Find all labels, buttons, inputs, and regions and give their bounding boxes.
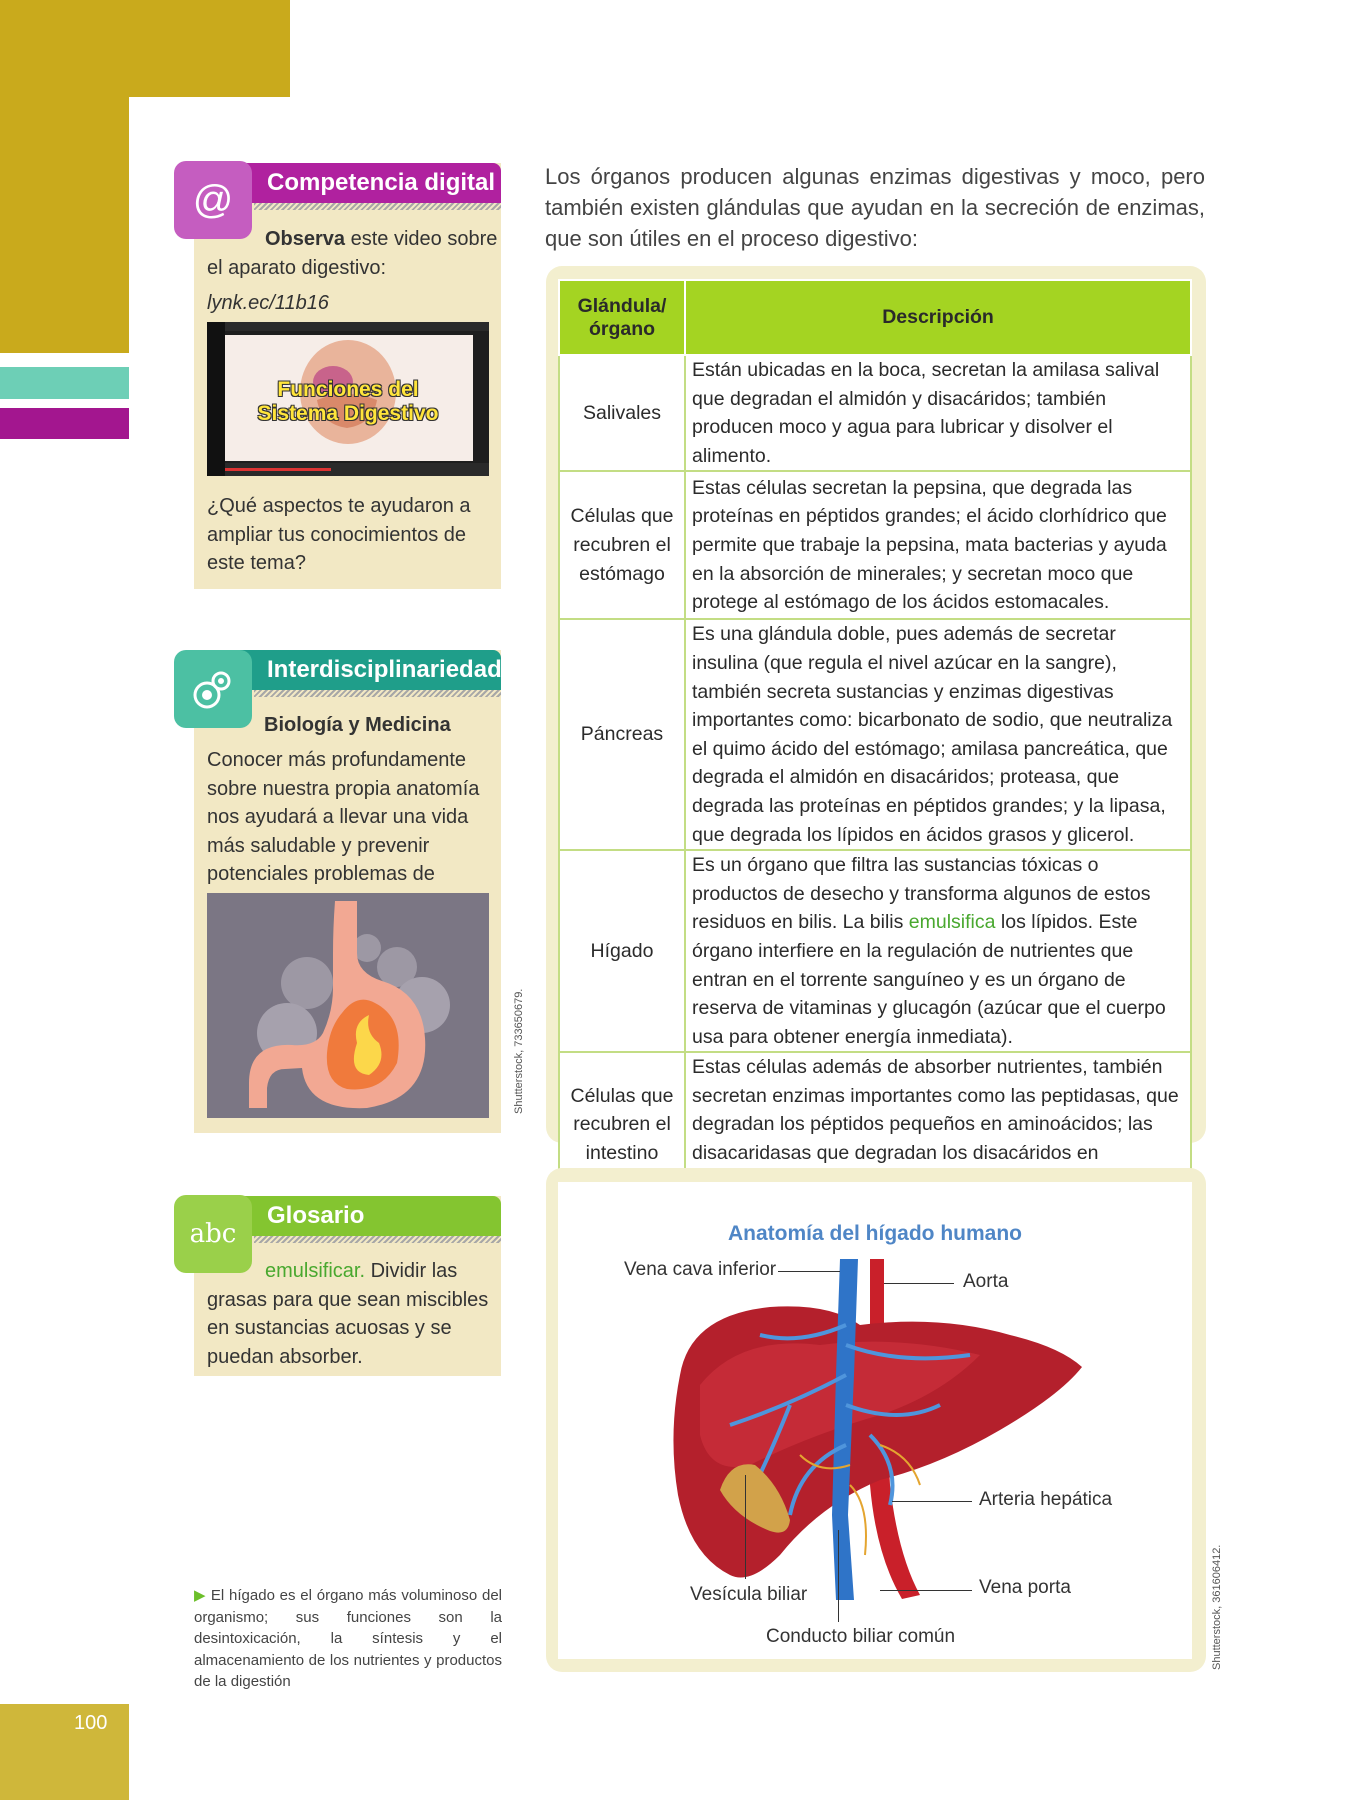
glosario-term: emulsificar.: [265, 1260, 366, 1282]
organ-cell: Células que recubren el intestino: [559, 1052, 685, 1226]
gold-side-band: [0, 97, 129, 353]
leader-line: [880, 1590, 972, 1591]
target-icon: [174, 650, 252, 728]
interdisciplinariedad-text: Conocer más profundamente sobre nuestra propia anatomía nos ayudará a llevar una vida más saludable y prevenir potenciales problemas de: [207, 749, 480, 885]
caption-arrow-icon: ▶: [194, 1587, 207, 1604]
figure-caption: ▶ El hígado es el órgano más voluminoso del organismo; sus funciones son la desintoxicación, la síntesis y el almacenamiento de los nutrientes y productos de la digestión: [194, 1587, 502, 1690]
observe-word: Observa: [265, 228, 346, 250]
header-description: Descripción: [685, 280, 1191, 355]
glosario-definition: emulsificar. Dividir las grasas para que sean miscibles en sustancias acuosas y se puedan absorber.: [207, 1260, 489, 1368]
interdisciplinariedad-subtitle: Biología y Medicina: [264, 714, 451, 736]
header-organ: Glándula/ órgano: [559, 280, 685, 355]
organ-cell: Salivales: [559, 355, 685, 471]
header-hatch: [254, 690, 501, 697]
leader-line: [778, 1271, 840, 1272]
label-vena-porta: Vena porta: [979, 1577, 1071, 1598]
leader-line: [745, 1475, 746, 1579]
leader-line: [884, 1283, 954, 1284]
label-conducto-biliar: Conducto biliar común: [766, 1626, 956, 1647]
abc-icon: abc: [174, 1195, 252, 1273]
video-thumbnail[interactable]: [207, 322, 489, 476]
at-icon: @: [174, 161, 252, 239]
interdisciplinariedad-title: Interdisciplinariedad: [267, 656, 502, 683]
leader-line: [838, 1530, 839, 1622]
intro-paragraph: Los órganos producen algunas enzimas digestivas y moco, pero también existen glándulas que ayudan en la secreción de enzimas, que son útiles en el proceso digestivo:: [545, 164, 1205, 251]
header-hatch: [254, 203, 501, 210]
label-vesicula-biliar: Vesícula biliar: [690, 1584, 808, 1605]
page-number: 100: [74, 1712, 108, 1734]
description-cell: Están ubicadas en la boca, secretan la amilasa salival que degradan el almidón y disacáridos; también producen moco y agua para lubricar y disolver el alimento.: [685, 355, 1191, 471]
table-header-row: [559, 280, 1191, 355]
label-aorta: Aorta: [963, 1271, 1009, 1292]
emulsifica-term: emulsifica: [908, 911, 996, 934]
liver-credit: Shutterstock, 361606412.: [1211, 1544, 1223, 1670]
stomach-credit: Shutterstock, 733650679.: [513, 988, 525, 1114]
teal-side-band: [0, 367, 129, 399]
table-row: [559, 850, 1191, 1052]
competencia-digital-title: Competencia digital: [267, 169, 496, 196]
organ-cell: Hígado: [559, 850, 685, 1052]
description-cell: Estas células además de absorber nutrientes, también secretan enzimas importantes como las peptidasas, que degradan los péptidos pequeños en aminoácidos; las disacaridasas que degradan los disacáridos en: [685, 1052, 1191, 1226]
organ-cell: Páncreas: [559, 619, 685, 850]
label-arteria-hepatica: Arteria hepática: [979, 1489, 1113, 1510]
video-title-line1: Funciones del: [277, 378, 419, 401]
magenta-side-band: [0, 408, 129, 439]
table-row: [559, 619, 1191, 850]
description-cell: Es un órgano que filtra las sustancias tóxicas o productos de desecho y transforma algunos de estos residuos en bilis. La bilis emulsifica los lípidos. Este órgano interfiere en la regulación de nutrientes que entran en el torrente sanguíneo y es un órgano de reserva de vitaminas y glucagón (azúcar que el cuerpo usa para obtener energía inmediata).: [685, 850, 1191, 1052]
competencia-question: ¿Qué aspectos te ayudaron a ampliar tus conocimientos de este tema?: [207, 495, 471, 574]
table-row: [559, 355, 1191, 471]
leader-line: [892, 1501, 972, 1502]
description-cell: Es una glándula doble, pues además de secretar insulina (que regula el nivel azúcar en la sangre), también secreta sustancias y enzimas digestivas importantes como: bicarbonato de sodio, que neutraliza el quimo ácido del estómago; amilasa pancreática, que degrada el almidón en disacáridos; proteasa, que degrada las proteínas en péptidos grandes; y la lipasa, que degrada los lípidos en ácidos grasos y glicerol.: [685, 619, 1191, 850]
enzymes-table: [558, 279, 1192, 1227]
header-hatch: [254, 1236, 501, 1243]
label-vena-cava: Vena cava inferior: [624, 1259, 777, 1280]
liver-illustration: [640, 1255, 1090, 1605]
video-title-line2: Sistema Digestivo: [257, 402, 439, 425]
stomach-illustration: [207, 893, 489, 1118]
video-link[interactable]: lynk.ec/11b16: [207, 292, 329, 314]
table-row: [559, 471, 1191, 619]
competencia-intro: Observa este video sobre el aparato digestivo:: [207, 228, 498, 279]
organ-cell: Células que recubren el estómago: [559, 471, 685, 619]
glosario-title: Glosario: [267, 1202, 365, 1229]
figure-title: Anatomía del hígado humano: [727, 1222, 1022, 1245]
description-cell: Estas células secretan la pepsina, que degrada las proteínas en péptidos grandes; el ácido clorhídrico que permite que trabaje la pepsina, mata bacterias y ayuda en la absorción de minerales; y secretan moco que protege al estómago de los ácidos estomacales.: [685, 471, 1191, 619]
gold-corner-band: [0, 0, 290, 97]
